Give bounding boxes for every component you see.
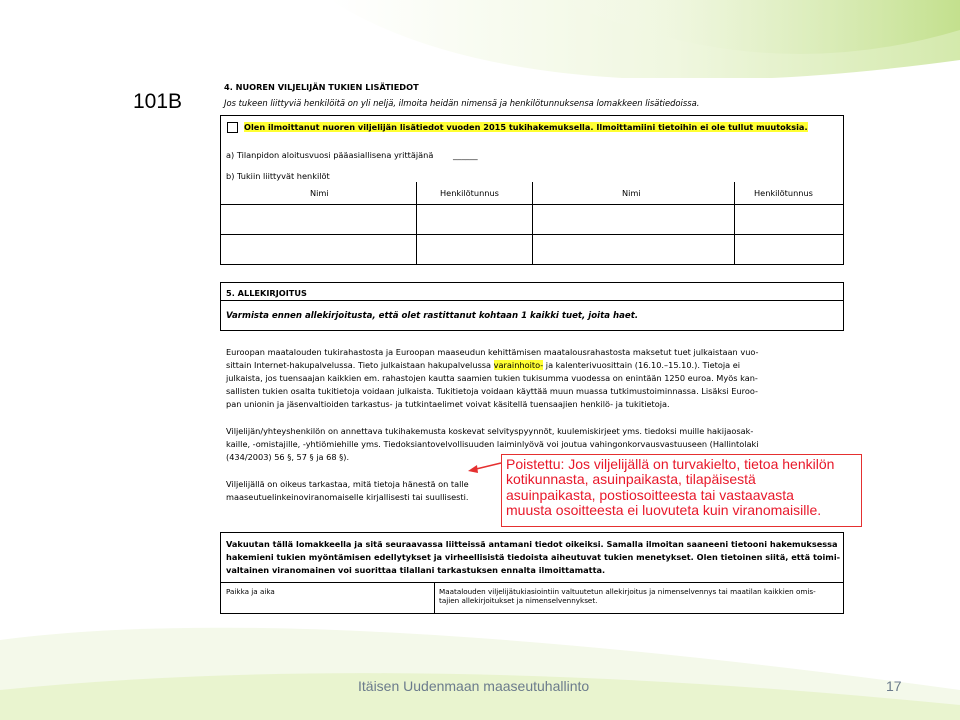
signature-label-line1: Maatalouden viljelijätukiasiointiin valtuutetun allekirjoitus ja nimenselvennys tai maatilan kaikkien omis- bbox=[439, 587, 816, 596]
para2-line1: Viljelijän/yhteyshenkilön on annettava tukihakemusta koskevat selvityspyynnöt, kuulemiskirjeet yms. tiedoksi muille hakijaosak- bbox=[226, 426, 754, 436]
para2-line3: (434/2003) 56 §, 57 § ja 68 §). bbox=[226, 452, 350, 462]
section5-heading: 5. ALLEKIRJOITUS bbox=[226, 288, 307, 298]
field-a-input[interactable]: ______ bbox=[453, 150, 478, 160]
slide-page-number: 17 bbox=[886, 678, 902, 694]
para1-line2-end: ja kalenterivuosittain (16.10.–15.10.). Tietoja ei bbox=[543, 360, 741, 370]
checkbox-label: Olen ilmoittanut nuoren viljelijän lisätiedot vuoden 2015 tukihakemuksella. Ilmoittamiini tietoihin ei ole tullut muutoksia. bbox=[244, 122, 808, 132]
slide-footer: Itäisen Uudenmaan maaseutuhallinto bbox=[358, 678, 590, 694]
annotation-line4: muusta osoitteesta ei luovuteta kuin viranomaisille. bbox=[506, 502, 822, 519]
field-a-label: a) Tilanpidon aloitusvuosi pääasiallisena yrittäjänä bbox=[226, 150, 434, 160]
para3-line2: maaseutuelinkeinoviranomaiselle kirjallisesti tai suullisesti. bbox=[226, 492, 469, 502]
table-header-nimi-2: Nimi bbox=[622, 188, 641, 198]
table-header-hetu-2: Henkilötunnus bbox=[754, 188, 813, 198]
declaration-line2: hakemieni tukien myöntämisen edellytykset ja virheellisistä tiedoista aiheutuvat tukien menetykset. Olen tietoinen siitä, että toimi- bbox=[226, 552, 841, 562]
para1-line4: sallisten tukien osalta tukitietoja voidaan julkaista. Tukitietoja voidaan käyttää muun muassa tutkimustoiminnassa. Lisäksi Euroo- bbox=[226, 386, 758, 396]
section4-heading: 4. NUOREN VILJELIJÄN TUKIEN LISÄTIEDOT bbox=[224, 82, 419, 92]
field-b-label: b) Tukiin liittyvät henkilöt bbox=[226, 171, 330, 181]
signature-label-line2: tajien allekirjoitukset ja nimenselvennykset. bbox=[439, 596, 598, 605]
para2-line2: kaille, -omistajille, -yhtiömiehille yms. Tiedoksiantovelvollisuuden laiminlyövä voi joutua vahingonkorvausvastuuseen (Hallintolaki bbox=[226, 439, 759, 449]
para1-line5: pan unionin ja jäsenvaltioiden tarkastus- ja tutkintaelimet voivat käsitellä tuensaajien henkilö- ja tukitietoja. bbox=[226, 399, 670, 409]
para1-line1: Euroopan maatalouden tukirahastosta ja Euroopan maaseudun kehittämisen maatalousrahastosta maksetut tuet julkaistaan vuo- bbox=[226, 347, 759, 357]
annotation-line3: asuinpaikasta, postiosoitteesta tai vastaavasta bbox=[506, 486, 794, 503]
deleted-text-annotation bbox=[501, 454, 862, 527]
para1-line2-start: sittain Internet-hakupalvelussa. Tieto julkaistaan hakupalvelussa bbox=[226, 360, 494, 370]
section5-reminder: Varmista ennen allekirjoitusta, että olet rastittanut kohtaan 1 kaikki tuet, joita haet. bbox=[226, 311, 639, 321]
annotation-line2: kotikunnasta, asuinpaikasta, tilapäisestä bbox=[506, 471, 756, 488]
place-date-label: Paikka ja aika bbox=[226, 587, 275, 596]
declaration-line1: Vakuutan tällä lomakkeella ja sitä seuraavassa liitteissä antamani tiedot oikeiksi. Samalla ilmoitan saaneeni tietooni hakemuksessa bbox=[226, 539, 838, 549]
form-code-label: 101B bbox=[133, 90, 183, 113]
table-header-nimi-1: Nimi bbox=[310, 188, 329, 198]
highlight-varainhoito: varainhoito- bbox=[493, 360, 544, 370]
annotation-line1: Poistettu: Jos viljelijällä on turvakielto, tietoa henkilön bbox=[506, 456, 835, 472]
declaration-line3: valtainen viranomainen voi suorittaa tilallani tarkastuksen ennalta ilmoittamatta. bbox=[226, 565, 606, 575]
table-header-hetu-1: Henkilötunnus bbox=[440, 188, 499, 198]
para3-line1: Viljelijällä on oikeus tarkastaa, mitä tietoja hänestä on talle bbox=[226, 479, 469, 489]
para1-line3: julkaista, jos tuensaajan kaikkien em. rahastojen kautta saamien tukien tukisumma vuodessa on enintään 1250 euroa. Myös kan- bbox=[226, 373, 758, 383]
section4-instruction: Jos tukeen liittyviä henkilöitä on yli neljä, ilmoita heidän nimensä ja henkilötunnuksensa lomakkeen lisätiedoissa. bbox=[224, 98, 700, 108]
